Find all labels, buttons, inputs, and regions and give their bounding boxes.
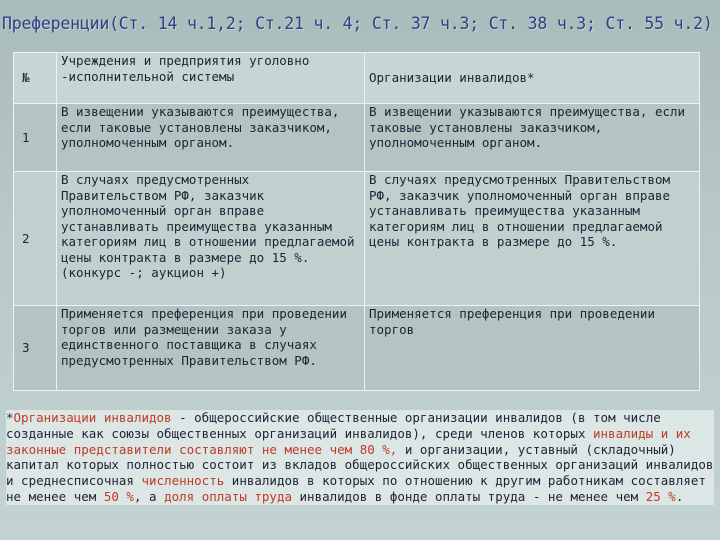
row-cell-penal: В случаях предусмотренных Правительством РФ, заказчик уполномоченный орган вправе устанавливать преимущества указанным категориям лиц в отношении предлагаемой цены контракта в размере до 15 %. (конкурс -; аукцион +) — [57, 172, 365, 306]
row-number: 2 — [14, 172, 57, 306]
table-header-row — [14, 53, 700, 104]
row-cell-penal: Применяется преференция при проведении торгов или размещении заказа у единственного поставщика в случаях предусмотренных Правительством РФ. — [57, 306, 365, 391]
footnote-headcount-term: численность — [141, 473, 225, 489]
footnote — [6, 410, 714, 505]
footnote-star: * — [6, 410, 14, 425]
footnote-org-term: Организации инвалидов — [13, 410, 172, 425]
footnote-text: инвалидов в фонде оплаты труда - не менее чем — [292, 488, 646, 504]
footnote-percent-25: 25 % — [645, 488, 676, 504]
row-cell-penal: В извещении указываются преимущества, если таковые установлены заказчиком, уполномоченным органом. — [57, 104, 365, 172]
table-row — [14, 306, 700, 391]
footnote-text: - общероссийские общественные организации инвалидов (в том числе созданные как союзы общественных организаций инвалидов), среди членов которых — [6, 410, 661, 441]
header-penal-institutions: Учреждения и предприятия уголовно -исполнительной системы — [57, 53, 365, 104]
footnote-percent-50: 50 % — [103, 488, 134, 504]
header-disabled-organizations: Организации инвалидов* — [365, 53, 700, 104]
slide-title: Преференции(Ст. 14 ч.1,2; Ст.21 ч. 4; Ст. 37 ч.3; Ст. 38 ч.3; Ст. 55 ч.2) — [2, 14, 713, 33]
row-number: 3 — [14, 306, 57, 391]
header-num: № — [14, 53, 57, 104]
row-cell-disabled: Применяется преференция при проведении торгов — [365, 306, 700, 391]
row-cell-disabled: В извещении указываются преимущества, если таковые установлены заказчиком, уполномоченным органом. — [365, 104, 700, 172]
row-cell-disabled: В случаях предусмотренных Правительством РФ, заказчик уполномоченный орган вправе устанавливать преимущества указанным категориям лиц в отношении предлагаемой цены контракта в размере до 15 %. — [365, 172, 700, 306]
table-row — [14, 104, 700, 172]
footnote-payroll-phrase: доля оплаты труда — [164, 488, 292, 504]
footnote-text: и организации, уставный (складочный) капитал которых полностью состоит из вкладов общероссийских общественных организаций инвалидов и среднесписочная — [6, 441, 714, 489]
footnote-text: . — [675, 488, 684, 504]
preferences-table — [13, 52, 700, 391]
table-row — [14, 172, 700, 306]
row-number: 1 — [14, 104, 57, 172]
footnote-text: инвалидов в которых по отношению к другим работникам составляет не менее чем — [6, 473, 706, 504]
footnote-members-phrase: инвалиды и их законные представители составляют не менее чем 80 %, — [6, 425, 691, 457]
footnote-text: , а — [133, 488, 165, 504]
